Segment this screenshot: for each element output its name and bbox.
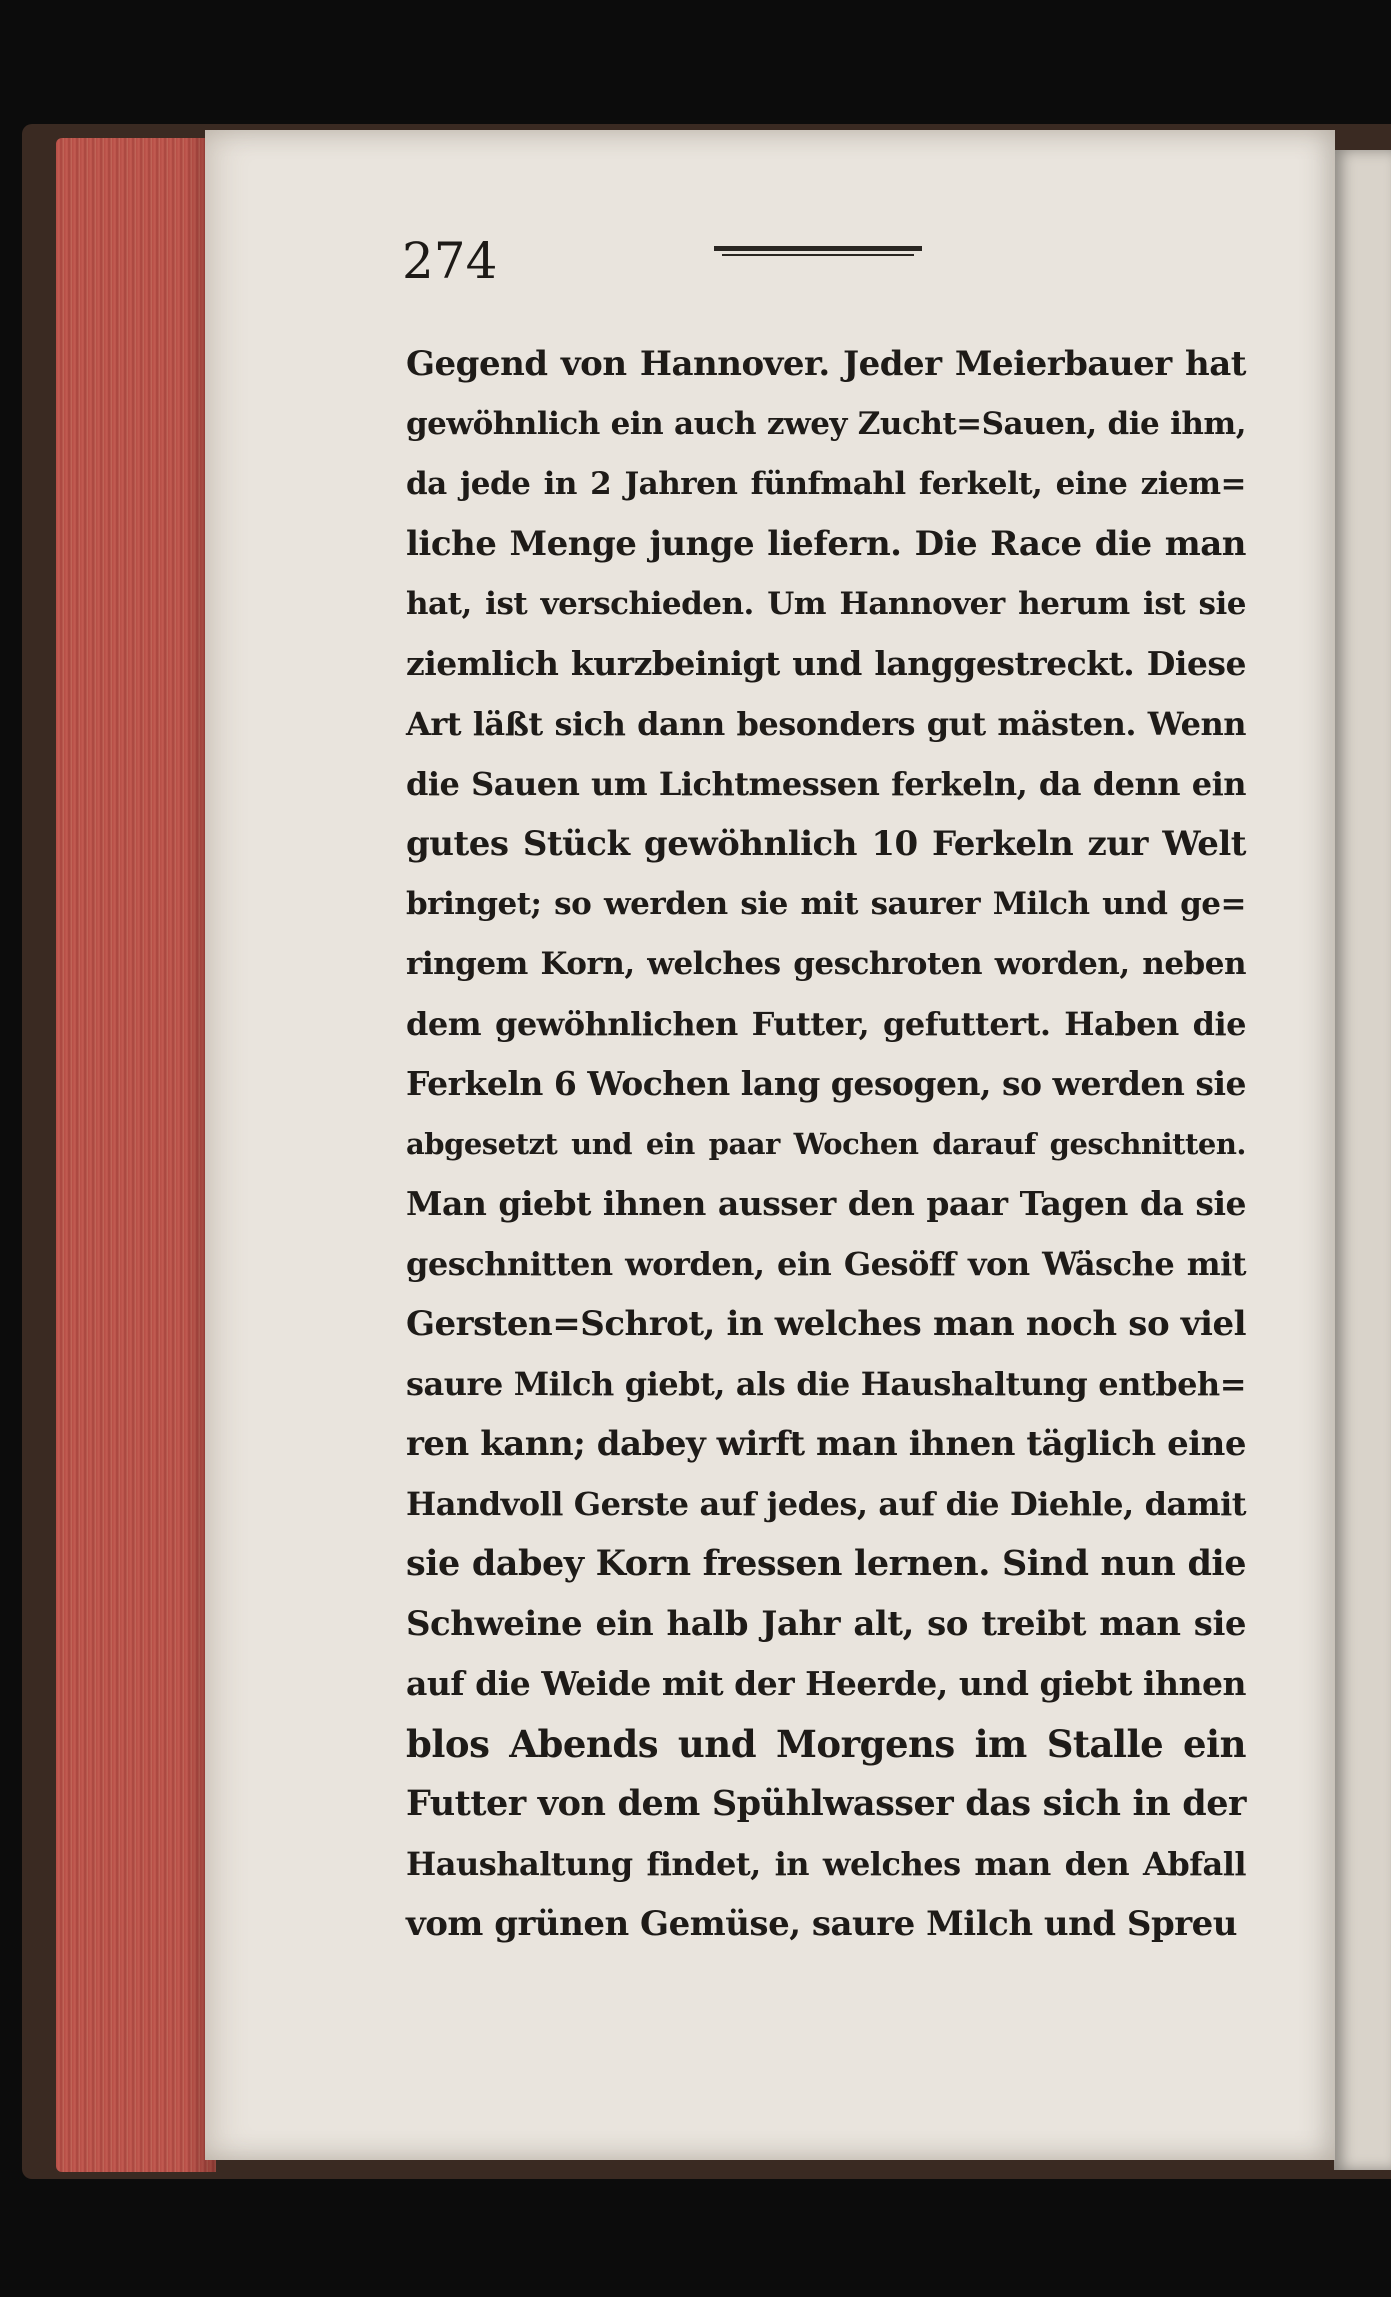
text-line: gewöhnlich ein auch zwey Zucht=Sauen, die ihm, [406,406,1246,442]
text-line: saure Milch giebt, als die Haushaltung entbeh= [406,1365,1246,1403]
page-number: 274 [402,232,498,290]
facing-page-edge [1334,150,1391,2170]
text-line: hat, ist verschieden. Um Hannover herum ist sie [406,586,1246,622]
body-text [406,334,1246,1954]
text-line: ringem Korn, welches geschroten worden, neben [406,946,1246,982]
text-line: ziemlich kurzbeinigt und langgestreckt. Diese [406,644,1246,683]
text-line: auf die Weide mit der Heerde, und giebt ihnen [406,1664,1246,1703]
page-edges [56,138,216,2172]
text-line: geschnitten worden, ein Gesöff von Wäsche mit [406,1245,1246,1283]
text-line: abgesetzt und ein paar Wochen darauf geschnitten. [406,1127,1246,1161]
header-ornament [714,246,922,256]
text-line: da jede in 2 Jahren fünfmahl ferkelt, eine ziem= [406,466,1246,502]
text-line: ren kann; dabey wirft man ihnen täglich eine [406,1424,1246,1464]
text-line: Gegend von Hannover. Jeder Meierbauer hat [406,344,1246,384]
text-line: Futter von dem Spühlwasser das sich in der [406,1783,1246,1824]
text-line: Handvoll Gerste auf jedes, auf die Diehle, damit [406,1485,1246,1523]
text-line: gutes Stück gewöhnlich 10 Ferkeln zur Welt [406,824,1246,864]
ornament-rule-thick [714,246,922,251]
text-line: die Sauen um Lichtmessen ferkeln, da denn ein [406,765,1246,803]
text-line: bringet; so werden sie mit saurer Milch und ge= [406,886,1246,922]
ornament-rule-thin [722,254,914,256]
text-line: Man giebt ihnen ausser den paar Tagen da sie [406,1184,1246,1223]
text-line: dem gewöhnlichen Futter, gefuttert. Haben die [406,1005,1246,1043]
text-line: vom grünen Gemüse, saure Milch und Spreu [406,1904,1238,1944]
text-line: Haushaltung findet, in welches man den Abfall [406,1845,1246,1883]
text-line: liche Menge junge liefern. Die Race die man [406,524,1246,564]
text-line: Gersten=Schrot, in welches man noch so viel [406,1304,1246,1344]
text-line: Schweine ein halb Jahr alt, so treibt man sie [406,1604,1246,1644]
text-line: sie dabey Korn fressen lernen. Sind nun die [406,1543,1246,1584]
text-line: Art läßt sich dann besonders gut mästen. Wenn [406,705,1246,743]
text-line: blos Abends und Morgens im Stalle ein [406,1722,1246,1766]
text-line: Ferkeln 6 Wochen lang gesogen, so werden sie [406,1064,1246,1103]
